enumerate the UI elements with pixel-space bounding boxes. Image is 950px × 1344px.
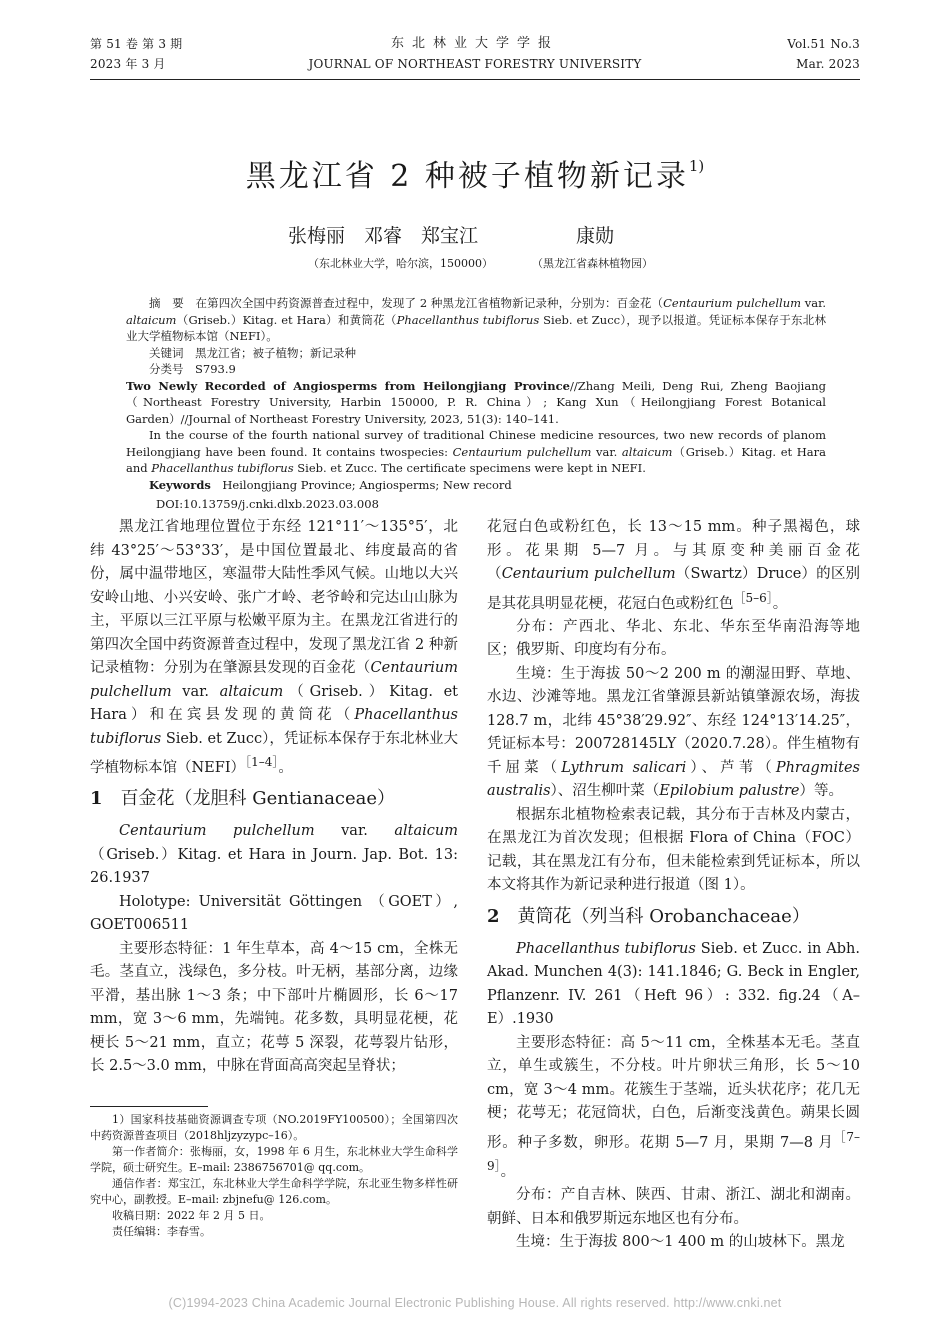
morphology-1: 主要形态特征：1 年生草本，高 4～15 cm，全株无毛。茎直立，浅绿色，多分枝。叶无柄，基部分离，边缘平滑，基出脉 1～3 条；中下部叶片椭圆形，长 6～17 mm，宽 3～6 mm，先端钝。花多数，具明显花梗，花梗长 5～21 mm，直立；花萼 5 深裂，花萼裂片钻形，长 2.5～3.0 mm，中脉在背面高高突起呈脊状； xyxy=(90,940,458,1075)
author-group-2: 康勋 xyxy=(576,225,615,247)
keywords-en-label: Keywords xyxy=(149,477,211,492)
footnote-corresponding-author: 通信作者：郑宝江，东北林业大学生命科学学院，东北亚生物多样性研究中心，副教授。E–mail: zbjnefu@ 126.com。 xyxy=(90,1177,458,1206)
affiliation-2: （黑龙江省森林植物园） xyxy=(532,257,653,270)
copyright-footer: (C)1994-2023 China Academic Journal Electronic Publishing House. All rights reserved. http://www.cnki.net xyxy=(168,1296,782,1310)
record-note: 根据东北植物检索表记载，其分布于吉林及内蒙古，在黑龙江为首次发现；但根据 Flora of China（FOC）记载，其在黑龙江有分布，但未能检索到凭证标本，所以本文将其作为新记录种进行报道（图 1）。 xyxy=(487,806,860,894)
citation-ref: ［5–6］ xyxy=(733,590,773,605)
section-2-heading: 2 黄筒花（列当科 Orobanchaceae） xyxy=(487,905,810,927)
issue-info xyxy=(90,34,182,74)
footnote-editor: 责任编辑：李春雪。 xyxy=(112,1225,211,1238)
footnote-first-author: 第一作者简介：张梅丽，女，1998 年 6 月生，东北林业大学生命科学学院，硕士研究生。E–mail: 2386756701@ qq.com。 xyxy=(90,1145,458,1174)
footnote-funding: 1）国家科技基础资源调查专项（NO.2019FY100500）；全国第四次中药资源普查项目（2018hljzyzypc–16）。 xyxy=(90,1113,458,1142)
journal-name xyxy=(280,34,670,74)
left-column xyxy=(90,516,458,1079)
footnote-rule xyxy=(90,1106,208,1107)
keywords-cn: 关键词 黑龙江省；被子植物；新记录种 xyxy=(149,345,356,360)
intro-paragraph: 黑龙江省地理位置位于东经 121°11′～135°5′，北纬 43°25′～53°33′，是中国位置最北、纬度最高的省份，属中温带地区，寒温带大陆性季风气候。山地以大兴安岭山地、小兴安岭、张广才岭、老爷岭和完达山山脉为主，平原以三江平原与松嫩平原为主。在黑龙江省进行的第四次全国中药资源普查过程中，发现了黑龙江省 2 种新记录植物：分别为在肇源县发现的百金花（Centaurium pulchellum var. altaicum（Griseb.）Kitag. et Hara）和在宾县发现的黄筒花（Phacellanthus tubiflorus Sieb. et Zucc），凭证标本保存于东北林业大学植物标本馆（NEFI）$^{[1-4]}$。 xyxy=(90,519,458,776)
english-title: Two Newly Recorded of Angiosperms from Heilongjiang Province xyxy=(126,378,570,393)
distribution-2: 分布：产自吉林、陕西、甘肃、浙江、湖北和湖南。朝鲜、日本和俄罗斯远东地区也有分布。 xyxy=(487,1187,860,1227)
volume-issue: 第 51 卷 第 3 期 xyxy=(90,37,183,51)
footnote-received-date: 收稿日期：2022 年 2 月 5 日。 xyxy=(112,1209,271,1222)
paper-title xyxy=(0,146,950,197)
author-group-1: 张梅丽 邓睿 郑宝江 xyxy=(288,225,479,247)
abstract-cn-body: 摘 要 在第四次全国中药资源普查过程中，发现了 2 种黑龙江省植物新记录种，分别为：百金花（Centaurium pulchellum var. altaicum（Griseb.）Kitag. et Hara）和黄筒花（Phacellanthus tubiflorus Sieb. et Zucc），现予以报道。凭证标本保存于东北林业大学植物标本馆（NEFI）。 xyxy=(126,296,827,343)
section-2-citation: Phacellanthus tubiflorus Sieb. et Zucc. in Abh. Akad. Munchen 4(3): 141.1846; G. Beck in Engler, Pflanzenr. IV. 261（Heft 96）: 332. fig.24（A–E）.1930 xyxy=(487,940,860,1028)
affiliation-1: （东北林业大学，哈尔滨，150000） xyxy=(308,257,493,270)
keywords-label: 关键词 xyxy=(149,345,184,360)
morphology-2: 主要形态特征：高 5～11 cm，全株基本无毛。茎直立，单生或簇生，不分枝。叶片卵状三角形，长 5～10 cm，宽 3～4 mm。花簇生于茎端，近头状花序；花几无梗；花萼无；花冠筒状，白色，后渐变浅黄色。蒴果长圆形。种子多数，卵形。花期 5—7 月，果期 7—8 月$^{[7-9]}$。 xyxy=(487,1034,860,1180)
journal-name-cn: 东北林业大学学报 xyxy=(390,36,559,51)
doi: DOI:10.13759/j.cnki.dlxb.2023.03.008 xyxy=(156,497,379,511)
english-citation: //Zhang Meili, Deng Rui, Zheng Baojiang（Northeast Forestry University, Harbin 150000, P. R. China）; Kang Xun（Heilongjiang Forest Botanical Garden）//Journal of Northeast Forestry University, 2023, 51(3): 140–141. xyxy=(126,378,826,426)
distribution-1: 分布：产西北、华北、东北、华东至华南沿海等地区；俄罗斯、印度均有分布。 xyxy=(487,618,860,659)
footnotes xyxy=(90,1112,458,1240)
citation-ref: ［1–4］ xyxy=(245,755,279,769)
morphology-1-cont: 花冠白色或粉红色，长 13～15 mm。种子黑褐色，球形。花果期 5—7 月。与其原变种美丽百金花（Centaurium pulchellum（Swartz）Druce）的区别是其花具明显花梗，花冠白色或粉红色$^{[5-6]}$。 xyxy=(487,519,861,612)
header-rule xyxy=(90,79,860,80)
section-1-citation: Centaurium pulchellum var. altaicum（Griseb.）Kitag. et Hara in Journ. Jap. Bot. 13: 26.1937 xyxy=(90,823,458,887)
title-footnote-mark: 1) xyxy=(688,157,705,175)
classification-number: 分类号 S793.9 xyxy=(149,362,236,376)
abstract-cn xyxy=(126,295,826,493)
classification-label: 分类号 xyxy=(149,362,184,376)
citation-ref: ［7–9］ xyxy=(487,1129,860,1174)
volume-issue-en: Vol.51 No.3 xyxy=(787,37,860,51)
holotype: Holotype: Universität Göttingen （GOET）, GOET006511 xyxy=(90,893,458,934)
keywords-en: Keywords Heilongjiang Province; Angiosperms; New record xyxy=(149,477,512,492)
issue-date: 2023 年 3 月 xyxy=(90,57,166,71)
habitat-2: 生境：生于海拔 800～1 400 m 的山坡林下。黑龙 xyxy=(516,1234,845,1251)
issue-date-en: Mar. 2023 xyxy=(796,57,860,71)
section-1-heading: 1 百金花（龙胆科 Gentianaceae） xyxy=(90,788,396,810)
issue-info-en xyxy=(787,34,860,74)
paper-title-text: 黑龙江省 2 种被子植物新记录 xyxy=(245,159,689,194)
english-title-citation xyxy=(126,378,826,428)
abstract-en-body: In the course of the fourth national survey of traditional Chinese medicine resources, two new records of planom Heilongjiang have been found. It contains twospecies: Centaurium pulchellum var. altaicum（Griseb.）Kitag. et Hara and Phacellanthus tubiflorus Sieb. et Zucc. The certificate specimens were kept in NEFI. xyxy=(126,428,826,475)
habitat-1: 生境：生于海拔 50～2 200 m 的潮湿田野、草地、水边、沙滩等地。黑龙江省肇源县新站镇肇源农场，海拔 128.7 m，北纬 45°38′29.92″、东经 124°13′14.25″，凭证标本号：200728145LY（2020.7.28）。伴生植物有千屈菜（Lythrum salicari）、芦苇（Phragmites australis）、沼生柳叶菜（Epilobium palustre）等。 xyxy=(487,665,861,800)
right-column xyxy=(487,516,860,1255)
journal-name-en: JOURNAL OF NORTHEAST FORESTRY UNIVERSITY xyxy=(308,57,642,71)
abstract-label: 摘 要 xyxy=(149,296,184,310)
